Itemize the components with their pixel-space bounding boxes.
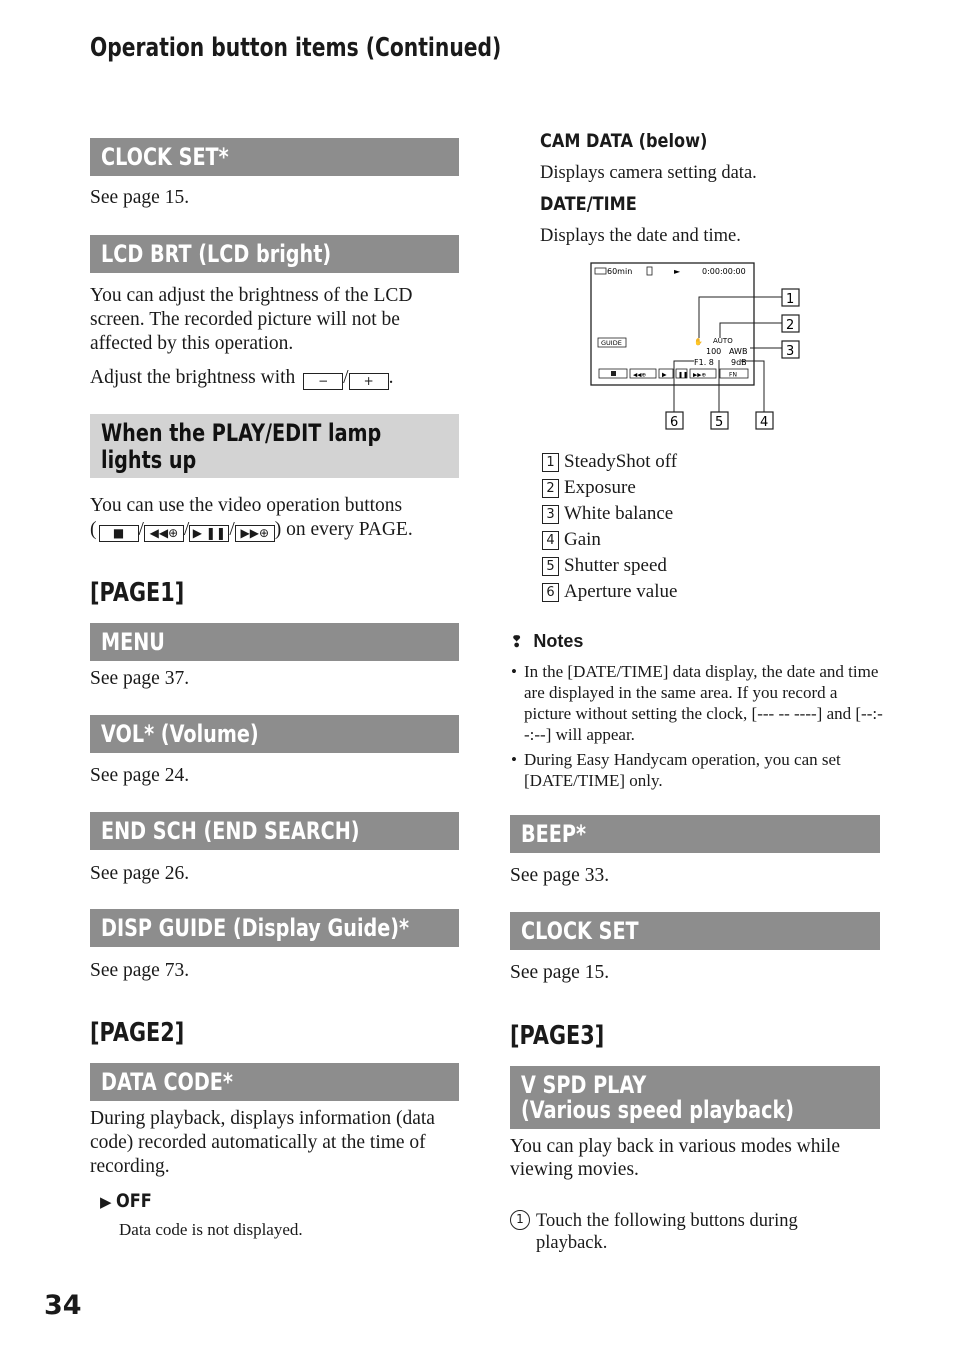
section-bar-beep [510,815,880,853]
cam-data-text: Displays camera setting data. [540,163,757,183]
legend-label: Shutter speed [564,555,667,576]
separator: / [343,367,349,388]
separator: / [138,519,144,540]
lcd-screen-svg [590,262,810,432]
aperture-text: F1. 8 [694,358,714,367]
section-title-line2: (Various speed playback) [521,1095,795,1124]
date-time-text: Displays the date and time. [540,226,741,246]
steadyshot-off-icon: ✋ [694,338,703,346]
legend-number: 6 [542,583,559,602]
shutter-text: 100 [706,347,722,356]
section-title: VOL* (Volume) [101,720,259,748]
legend-number: 2 [542,479,559,498]
callout-2: 2 [786,318,795,333]
section-title: When the PLAY/EDIT lamp lights up [101,419,382,474]
date-time-label: DATE/TIME [540,193,637,215]
forward-glyph: ▶▶⊕ [693,372,707,379]
clock-set-right-text: See page 15. [510,962,610,983]
legend-item [542,477,636,499]
section-bar-disp-guide [90,909,459,947]
section-title: MENU [101,628,165,656]
legend-label: White balance [564,503,674,524]
legend-number: 1 [542,453,559,472]
step-number-icon: 1 [510,1210,530,1230]
off-label: OFF [115,1190,152,1212]
callout-5: 5 [715,415,724,430]
battery-icon [595,268,606,274]
callout-4: 4 [760,415,769,430]
stop-button-icon: ■ [99,525,139,542]
section-bar-data-code [90,1063,459,1101]
period: . [388,367,394,388]
legend-item [542,503,673,525]
section-title: CLOCK SET [521,917,639,945]
callout-1: 1 [786,292,795,307]
off-description: Data code is not displayed. [119,1220,303,1239]
bullet-dot: • [511,662,517,681]
minus-button-icon: − [303,373,343,390]
running-head: Operation button items (Continued) [90,33,502,63]
callout-6: 6 [670,415,679,430]
section-bar-menu [90,623,459,661]
section-title-line1: V SPD PLAY [521,1070,647,1099]
bullet-dot: • [511,750,517,769]
lcd-screen-diagram [590,262,810,432]
disp-guide-text: See page 73. [90,960,190,981]
section-bar-end-sch [90,812,459,850]
legend-item [542,581,677,603]
note-item: In the [DATE/TIME] data display, the date and time are displayed in the same area. If you record a picture without setting the clock, [--- -- ----] and [--:--:--] will appear. [524,662,883,744]
cam-data-label: CAM DATA (below) [540,130,708,152]
adjust-label: Adjust the brightness with [90,367,296,388]
notes-icon: ❢ [510,632,524,651]
play-edit-text-line1: You can use the video operation buttons [90,495,403,516]
page2-heading: [PAGE2] [90,1018,185,1048]
plus-button-icon: + [349,373,389,390]
play-pause-button-icon: ▶ ❚❚ [189,525,229,542]
pause-glyph: ❚❚ [678,371,689,379]
section-title: LCD BRT (LCD bright) [101,240,332,268]
section-title: DISP GUIDE (Display Guide)* [101,914,410,942]
play-indicator: ► [674,267,681,276]
awb-text: AWB [729,347,748,356]
legend-label: Exposure [564,477,636,498]
stop-glyph [611,371,616,376]
open-paren: ( [90,519,97,540]
guide-text: GUIDE [601,339,622,347]
legend-item [542,451,677,473]
legend-label: SteadyShot off [564,451,678,472]
beep-text: See page 33. [510,865,610,886]
data-code-off-option [100,1190,158,1212]
vspd-text: You can play back in various modes while viewing movies. [510,1136,841,1180]
section-bar-vspd [510,1066,880,1129]
screen-frame [591,263,754,385]
legend-item [542,529,601,551]
play-edit-text-line2 [90,518,413,542]
fn-text: FN [729,371,737,379]
section-bar-lcd-brt [90,235,459,273]
clock-set-text: See page 15. [90,187,190,208]
section-bar-clock-set-right [510,912,880,950]
page3-heading: [PAGE3] [510,1021,605,1051]
timecode: 0:00:00:00 [702,267,746,276]
legend-number: 3 [542,505,559,524]
notes-title: Notes [533,631,584,651]
legend-item [542,555,667,577]
end-sch-text: See page 26. [90,863,190,884]
fast-forward-button-icon: ▶▶⊕ [235,525,275,542]
page-number: 34 [44,1290,82,1321]
lcd-brt-text: You can adjust the brightness of the LCD screen. The recorded picture will not be affected by this operation. [90,285,413,354]
legend-label: Gain [564,529,601,550]
data-code-text: During playback, displays information (data code) recorded automatically at the time of recording. [90,1108,435,1177]
rewind-glyph: ◀◀⊕ [633,372,647,379]
section-title: END SCH (END SEARCH) [101,817,360,845]
gain-text: 9dB [731,358,747,367]
section-title: DATA CODE* [101,1068,233,1096]
separator: / [183,519,190,540]
default-marker-icon: ▶ [100,1193,112,1211]
close-paren-text: ) on every PAGE. [274,519,413,540]
separator: / [229,519,235,540]
menu-text: See page 37. [90,668,190,689]
lcd-brt-adjust-line [90,366,393,390]
legend-label: Aperture value [564,581,678,602]
play-glyph: ▶ [662,371,667,379]
callout-3: 3 [786,344,795,359]
vol-text: See page 24. [90,765,190,786]
section-bar-play-edit [90,414,459,478]
auto-text: AUTO [713,337,733,345]
section-bar-vol [90,715,459,753]
notes-heading [510,631,583,652]
note-item: During Easy Handycam operation, you can set [DATE/TIME] only. [524,750,841,790]
battery-text: 60min [607,267,633,276]
vspd-step-text: Touch the following buttons during playback. [536,1211,798,1253]
page1-heading: [PAGE1] [90,578,185,608]
legend-number: 5 [542,557,559,576]
section-title: CLOCK SET* [101,143,229,171]
rewind-button-icon: ◀◀⊕ [144,525,184,542]
section-title: BEEP* [521,820,586,848]
legend-number: 4 [542,531,559,550]
section-bar-clock-set [90,138,459,176]
